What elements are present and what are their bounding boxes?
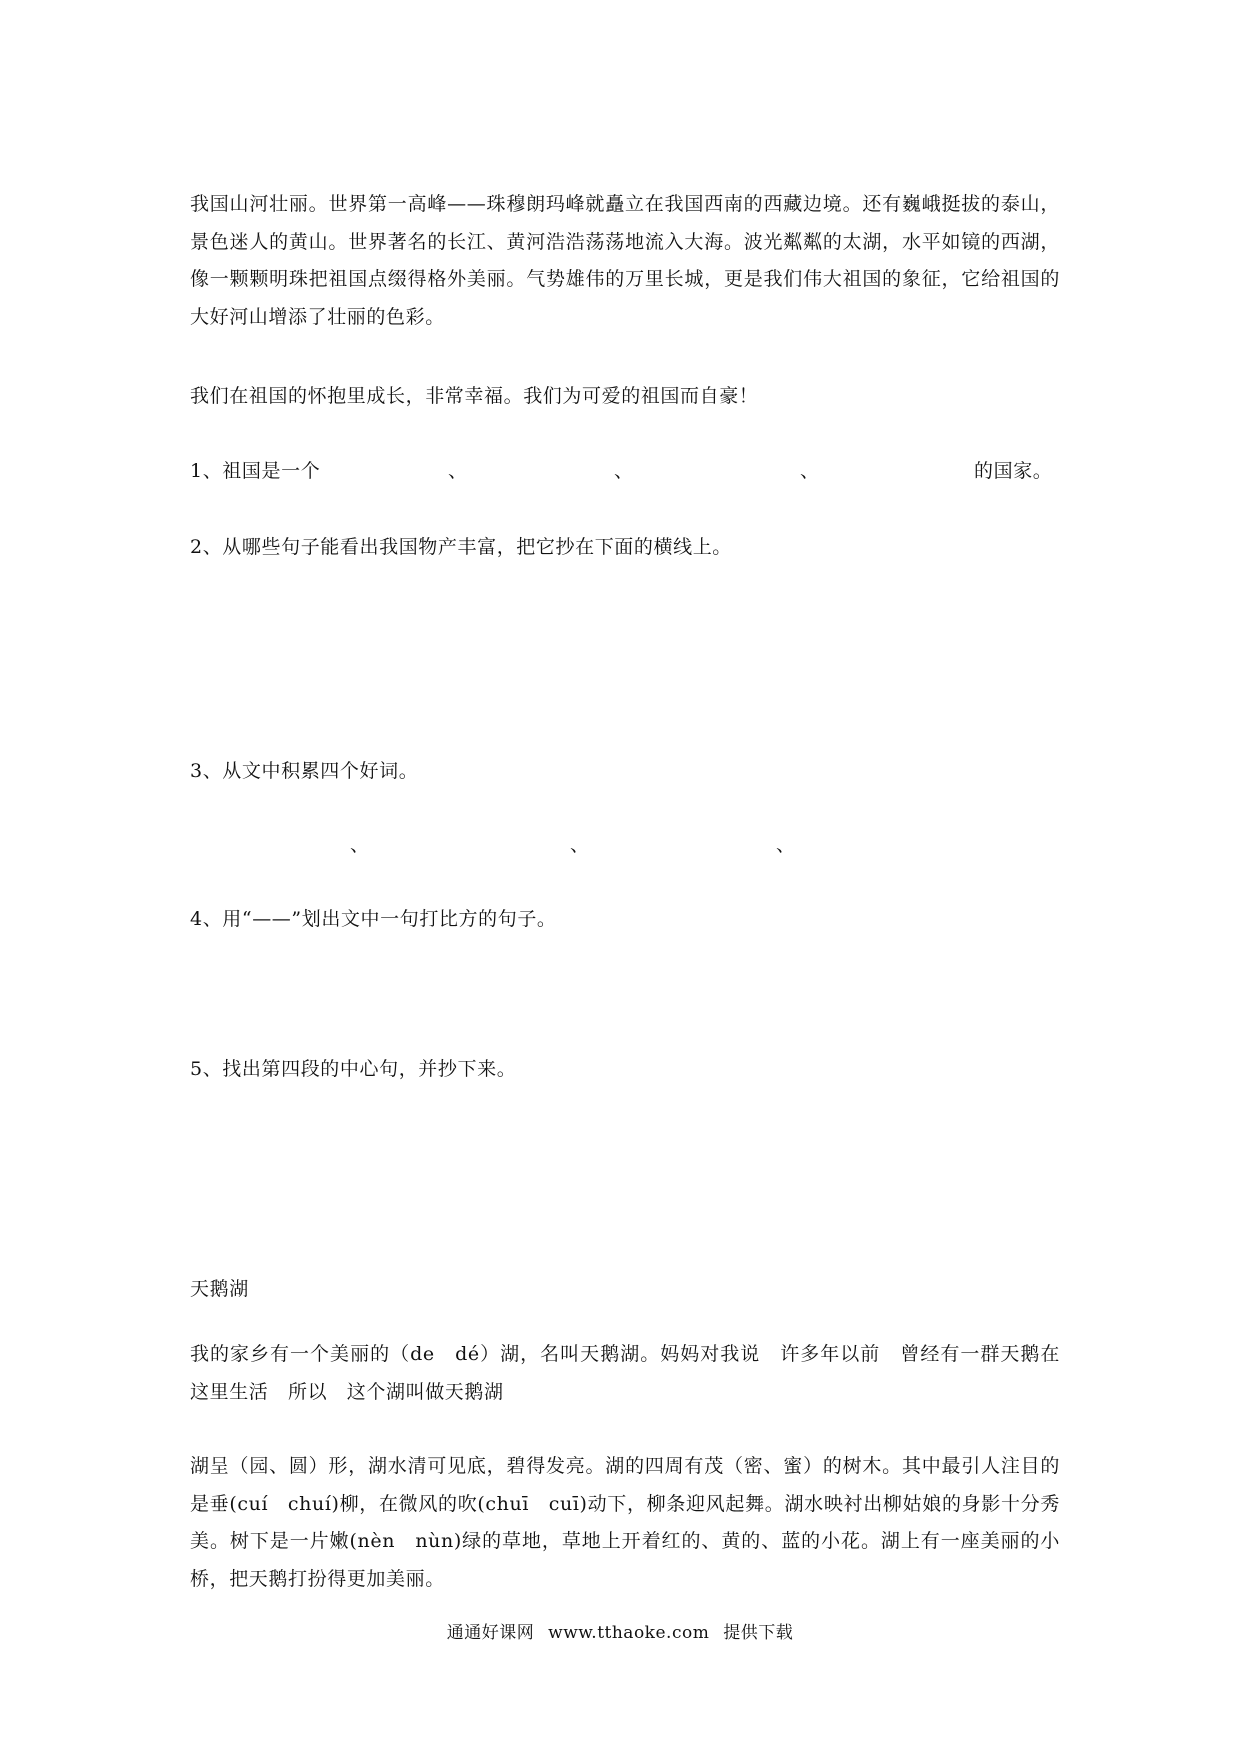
- question-3-separator: 、: [350, 834, 370, 856]
- question-1-prefix: 1、祖国是一个: [190, 460, 321, 482]
- question-2: 2、从哪些句子能看出我国物产丰富，把它抄在下面的横线上。: [190, 536, 732, 558]
- passage-2-title: 天鹅湖: [190, 1278, 249, 1300]
- passage-2-paragraph-intro: 我的家乡有一个美丽的（de dé）湖，名叫天鹅湖。妈妈对我说 许多年以前 曾经有一群天鹅在这里生活 所以 这个湖叫做天鹅湖: [190, 1343, 1060, 1403]
- question-3: 3、从文中积累四个好词。: [190, 760, 419, 782]
- passage-paragraph-proud: 我们在祖国的怀抱里成长，非常幸福。我们为可爱的祖国而自豪！: [190, 385, 759, 407]
- question-3-separator: 、: [776, 834, 796, 856]
- footer-note: 提供下载: [723, 1623, 794, 1643]
- page-footer: [0, 1618, 1240, 1643]
- question-1-separator: 、: [614, 460, 634, 482]
- footer-url[interactable]: www.tthaoke.com: [548, 1623, 710, 1643]
- footer-site-name: 通通好课网: [446, 1623, 535, 1643]
- question-1-suffix: 的国家。: [974, 460, 1053, 482]
- question-5: 5、找出第四段的中心句，并抄下来。: [190, 1058, 517, 1080]
- question-1-separator: 、: [448, 460, 468, 482]
- passage-paragraph-scenery: 我国山河壮丽。世界第一高峰——珠穆朗玛峰就矗立在我国西南的西藏边境。还有巍峨挺拔的泰山，景色迷人的黄山。世界著名的长江、黄河浩浩荡荡地流入大海。波光粼粼的太湖，水平如镜的西湖，像一颗颗明珠把祖国点缀得格外美丽。气势雄伟的万里长城，更是我们伟大祖国的象征，它给祖国的大好河山增添了壮丽的色彩。: [190, 193, 1060, 328]
- question-3-separator: 、: [570, 834, 590, 856]
- passage-2-paragraph-lake: 湖呈（园、圆）形，湖水清可见底，碧得发亮。湖的四周有茂（密、蜜）的树木。其中最引人注目的是垂(cuí chuí)柳，在微风的吹(chuī cuī)动下，柳条迎风起舞。湖水映衬出柳姑娘的身影十分秀美。树下是一片嫩(nèn nùn)绿的草地，草地上开着红的、黄的、蓝的小花。湖上有一座美丽的小桥，把天鹅打扮得更加美丽。: [190, 1455, 1060, 1590]
- question-1-separator: 、: [800, 460, 820, 482]
- question-4: 4、用“——”划出文中一句打比方的句子。: [190, 908, 557, 930]
